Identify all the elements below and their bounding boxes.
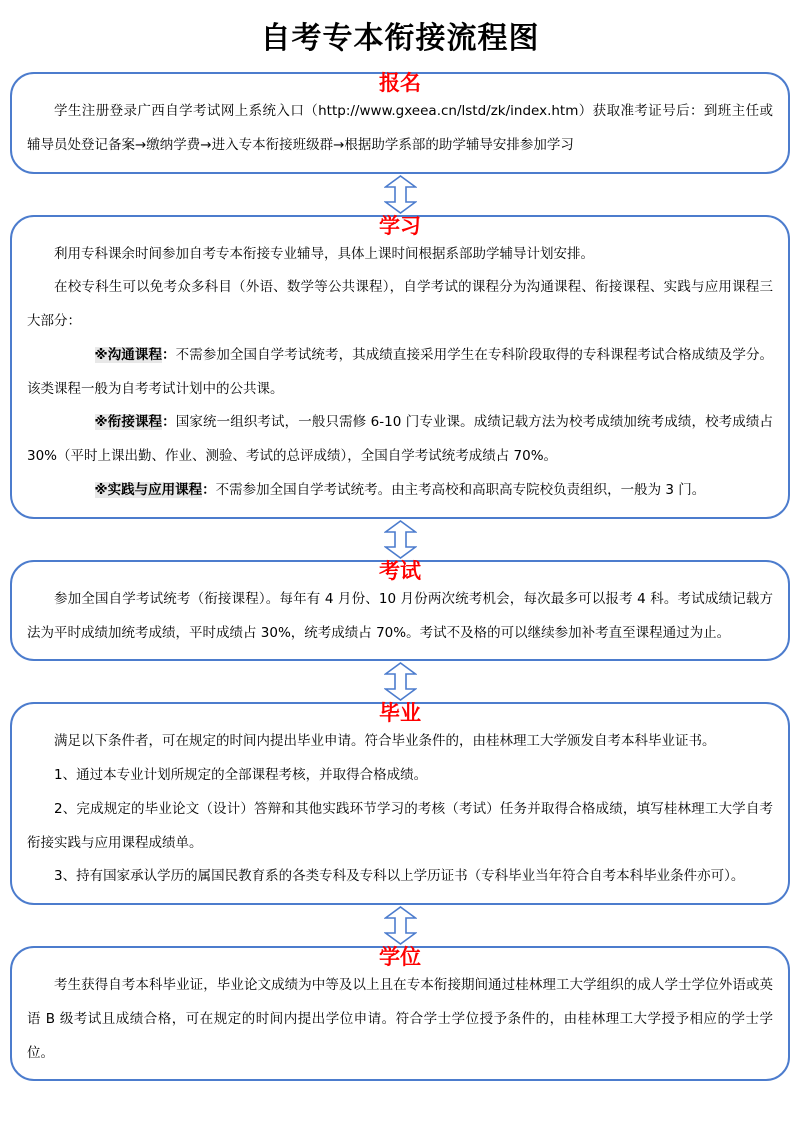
- text-run: 2、完成规定的毕业论文（设计）答辩和其他实践环节学习的考核（考试）任务并取得合格成绩，填写桂林理工大学自考衔接实践与应用课程成绩单。: [27, 800, 773, 851]
- page-title: 自考专本衔接流程图: [260, 21, 540, 56]
- text-run: 不需参加全国自学考试统考。由主考高校和高职高专院校负责组织，一般为 3 门。: [215, 481, 706, 498]
- box-paragraph: [27, 95, 773, 163]
- step-heading-study: 学习: [379, 213, 421, 238]
- box-paragraph: [27, 860, 773, 894]
- box-paragraph: [27, 474, 773, 508]
- double-vertical-arrow-icon: [384, 906, 417, 945]
- box-paragraph: [27, 238, 773, 272]
- flowchart: [0, 72, 800, 1081]
- flow-connector: [0, 519, 800, 560]
- flow-connector: [0, 905, 800, 946]
- flow-box-study: [10, 215, 790, 519]
- text-run: 国家统一组织考试，一般只需修 6-10 门专业课。成绩记载方法为校考成绩加统考成绩，校考成绩占 30%（平时上课出勤、作业、测验、考试的总评成绩），全国自学考试统考成绩占 70%。: [27, 414, 773, 465]
- box-paragraph: [27, 793, 773, 861]
- course-type-label: ※实践与应用课程: [94, 481, 203, 498]
- step-heading-degree: 学位: [379, 945, 421, 970]
- flow-box-exam: [10, 560, 790, 662]
- text-run: ：: [202, 481, 216, 498]
- box-paragraph: [27, 969, 773, 1070]
- text-run: ：: [162, 346, 176, 363]
- box-paragraph: [27, 271, 773, 339]
- text-run: 在校专科生可以免考众多科目（外语、数学等公共课程），自学考试的课程分为沟通课程、衔接课程、实践与应用课程三大部分：: [27, 279, 773, 330]
- text-run: 满足以下条件者，可在规定的时间内提出毕业申请。符合毕业条件的，由桂林理工大学颁发自考本科毕业证书。: [54, 733, 716, 750]
- course-type-label: ※沟通课程: [94, 346, 163, 363]
- flow-box-degree: [10, 946, 790, 1081]
- box-paragraph: [27, 725, 773, 759]
- text-run: 1、通过本专业计划所规定的全部课程考核，并取得合格成绩。: [54, 767, 428, 784]
- box-paragraph: [27, 759, 773, 793]
- box-paragraph: [27, 406, 773, 474]
- double-vertical-arrow-icon: [384, 175, 417, 214]
- double-vertical-arrow-icon: [384, 520, 417, 559]
- flow-box-graduation: [10, 702, 790, 905]
- step-heading-graduation: 毕业: [379, 701, 421, 726]
- step-heading-signup: 报名: [379, 71, 421, 95]
- text-run: 利用专科课余时间参加自考专本衔接专业辅导，具体上课时间根据系部助学辅导计划安排。: [54, 245, 594, 262]
- double-vertical-arrow-icon: [384, 662, 417, 701]
- flow-connector: [0, 661, 800, 702]
- step-heading-exam: 考试: [379, 558, 421, 583]
- box-paragraph: [27, 583, 773, 651]
- text-run: 参加全国自学考试统考（衔接课程）。每年有 4 月份、10 月份两次统考机会，每次最多可以报考 4 科。考试成绩记载方法为平时成绩加统考成绩，平时成绩占 30%，统考成绩占 70%。考试不及格的可以继续参加补考直至课程通过为止。: [27, 590, 773, 641]
- flow-connector: [0, 174, 800, 215]
- text-run: 3、持有国家承认学历的属国民教育系的各类专科及专科以上学历证书（专科毕业当年符合自考本科毕业条件亦可）。: [54, 868, 745, 885]
- text-run: 不需参加全国自学考试统考，其成绩直接采用学生在专科阶段取得的专科课程考试合格成绩及学分。该类课程一般为自考考试计划中的公共课。: [27, 346, 774, 397]
- text-run: ：: [162, 414, 176, 431]
- box-paragraph: [27, 339, 773, 407]
- text-run: 考生获得自考本科毕业证，毕业论文成绩为中等及以上且在专本衔接期间通过桂林理工大学组织的成人学士学位外语或英语 B 级考试且成绩合格，可在规定的时间内提出学位申请。符合学士学位授予条件的，由桂林理工大学授予相应的学士学位。: [27, 977, 773, 1061]
- flow-box-signup: [10, 72, 790, 174]
- course-type-label: ※衔接课程: [94, 414, 163, 431]
- text-run: 学生注册登录广西自学考试网上系统入口（http://www.gxeea.cn/lstd/zk/index.htm）获取准考证号后：到班主任或辅导员处登记备案→缴纳学费→进入专本衔接班级群→根据助学系部的助学辅导安排参加学习: [27, 103, 773, 153]
